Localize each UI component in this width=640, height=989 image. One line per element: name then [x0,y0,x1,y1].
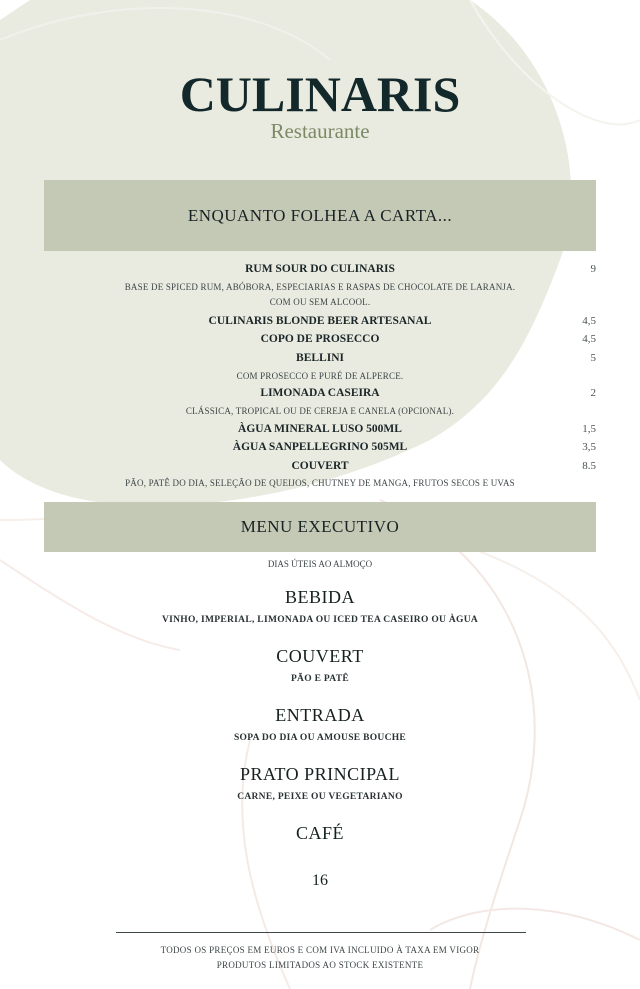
menu-item [44,420,596,438]
menu-item-price: 5 [590,352,596,364]
menu-item [44,438,596,456]
menu-item-name: CULINARIS BLONDE BEER ARTESANAL [208,315,432,327]
course-description: VINHO, IMPERIAL, LIMONADA OU ICED TEA CASEIRO OU ÀGUA [161,615,479,625]
menu-item-price: 4,5 [582,315,596,327]
menu-item-description: COM PROSECCO E PURÉ DE ALPERCE. [236,371,404,381]
menu-item-name: COPO DE PROSECCO [260,333,380,345]
menu-item-price: 1,5 [582,423,596,435]
menu-item-name: RUM SOUR DO CULINARIS [245,263,395,275]
menu-item [44,349,596,367]
menu-item-price: 8.5 [582,460,596,472]
menu-item-name: ÀGUA SANPELLEGRINO 505ML [232,441,408,453]
section-title: MENU EXECUTIVO [240,517,400,536]
menu-item [44,260,596,278]
restaurant-name: CULINARIS [179,66,461,122]
course-description: SOPA DO DIA OU AMOUSE BOUCHE [233,733,407,743]
footer-note: PRODUTOS LIMITADOS AO STOCK EXISTENTE [216,960,424,970]
course-title: BEBIDA [285,587,355,607]
menu-item-description: PÃO, PATÊ DO DIA, SELEÇÃO DE QUEIJOS, CHUTNEY DE MANGA, FRUTOS SECOS E UVAS [125,478,515,488]
course-description: PÃO E PATÊ [290,674,350,684]
course-title: CAFÉ [295,823,344,843]
menu-item [44,384,596,402]
course-title: ENTRADA [275,705,365,725]
menu-item-description: CLÁSSICA, TROPICAL OU DE CEREJA E CANELA (OPCIONAL). [185,406,455,416]
footer-note: TODOS OS PREÇOS EM EUROS E COM IVA INCLUIDO À TAXA EM VIGOR [160,945,480,955]
restaurant-subtitle: Restaurante [270,119,370,143]
menu-item-description: COM OU SEM ALCOOL. [269,297,371,307]
menu-item-name: ÀGUA MINERAL LUSO 500ML [238,423,402,435]
menu-item-price: 9 [590,263,596,275]
course-title: COUVERT [276,646,364,666]
menu-item-name: LIMONADA CASEIRA [260,387,380,399]
menu-item-price: 2 [590,387,596,399]
footer-divider [116,932,526,933]
menu-item-name: COUVERT [291,460,349,472]
menu-item-description: BASE DE SPICED RUM, ABÓBORA, ESPECIARIAS E RASPAS DE CHOCOLATE DE LARANJA. [124,282,516,292]
section-header-executive-menu [44,502,596,552]
executive-menu-note: DIAS ÚTEIS AO ALMOÇO [267,559,373,569]
menu-item [44,312,596,330]
menu-item-price: 4,5 [582,333,596,345]
menu-item [44,457,596,475]
menu-item-price: 3,5 [582,441,596,453]
menu-item [44,330,596,348]
section-title: ENQUANTO FOLHEA A CARTA... [187,205,453,225]
executive-menu-price: 16 [312,872,328,889]
course-description: CARNE, PEIXE OU VEGETARIANO [237,792,403,802]
menu-item-name: BELLINI [296,352,344,364]
course-title: PRATO PRINCIPAL [239,764,401,784]
section-header-while-browsing [44,180,596,251]
